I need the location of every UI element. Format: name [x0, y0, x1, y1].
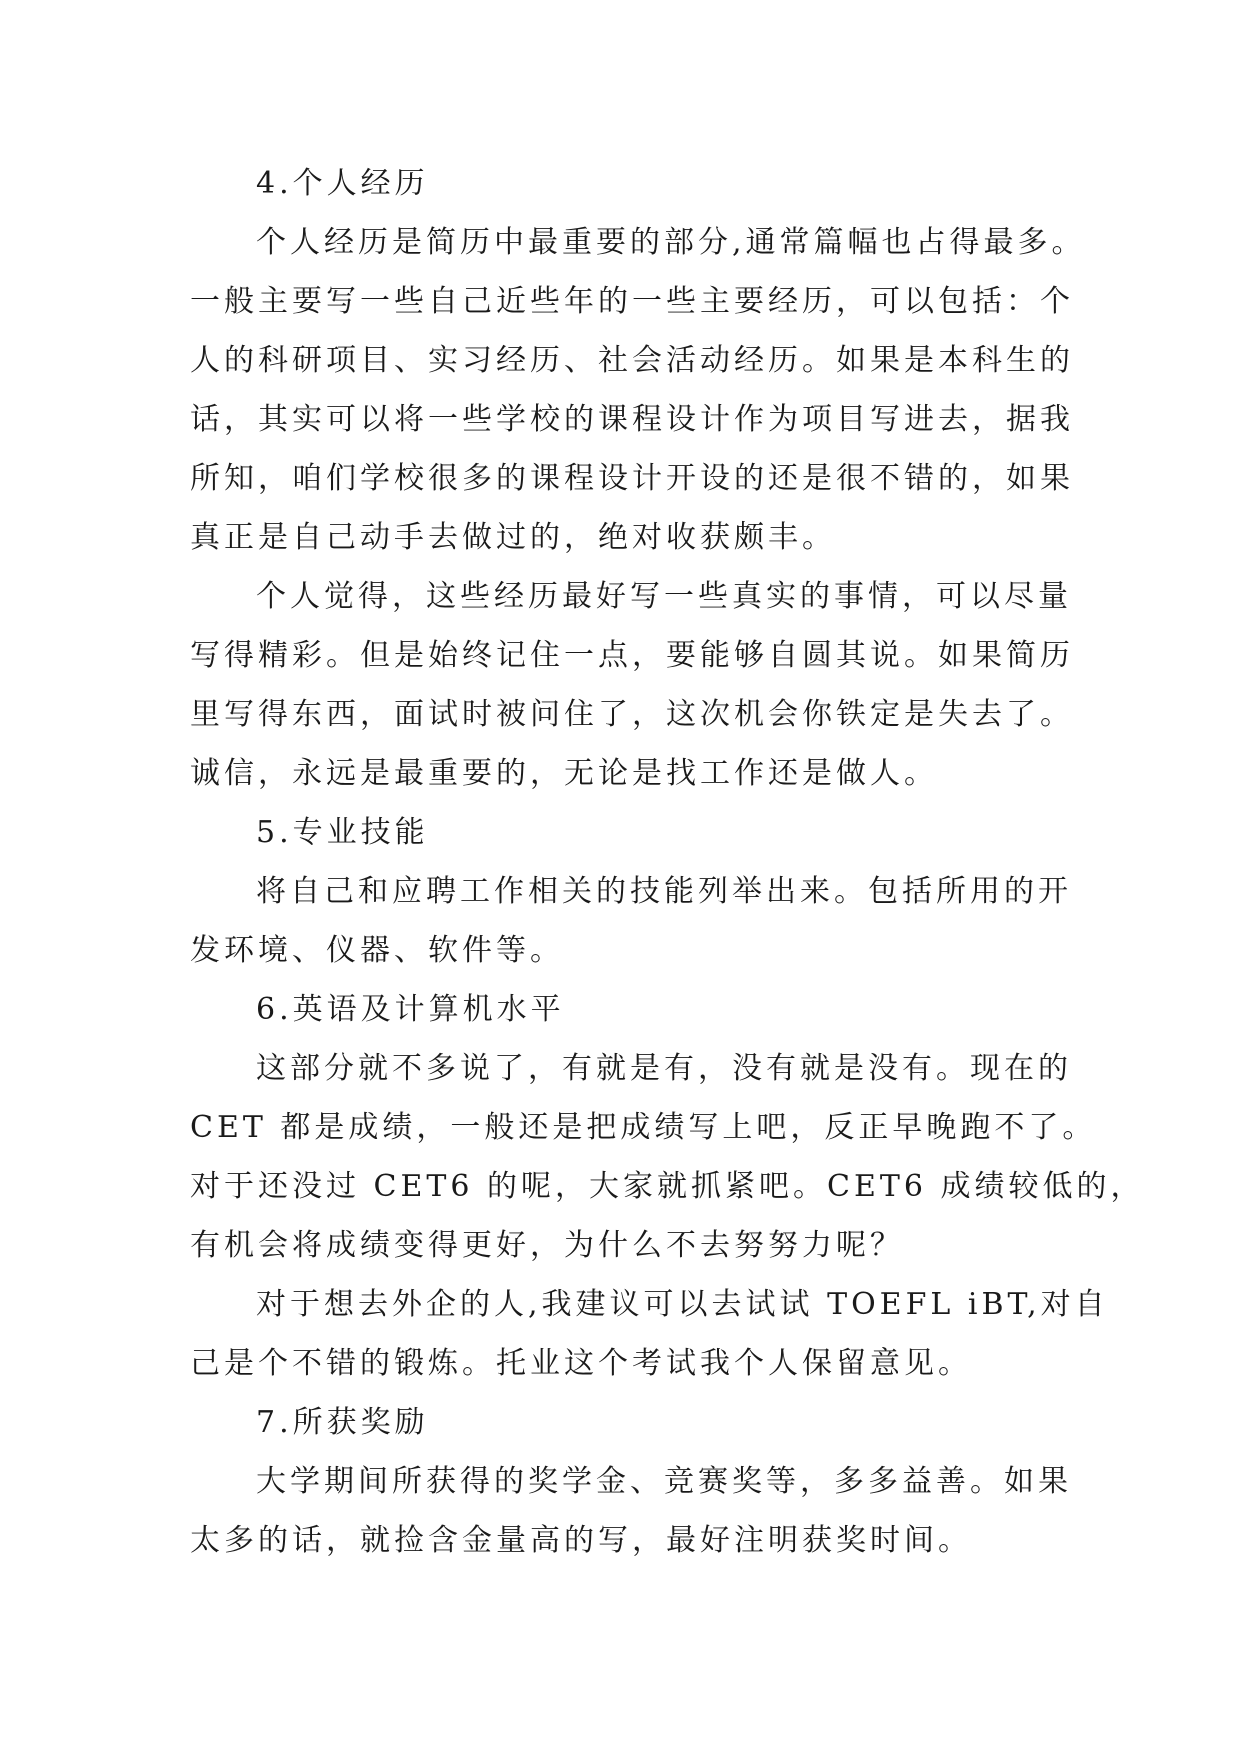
- heading-professional-skills: 5.专业技能: [256, 815, 429, 850]
- paragraph-line: 诚信，永远是最重要的，无论是找工作还是做人。: [190, 756, 938, 791]
- paragraph-line: 写得精彩。但是始终记住一点，要能够自圆其说。如果简历: [190, 638, 1074, 673]
- paragraph-line: 对于想去外企的人,我建议可以去试试 TOEFL iBT,对自: [256, 1287, 1109, 1322]
- heading-personal-experience: 4.个人经历: [256, 166, 429, 201]
- paragraph-line: 有机会将成绩变得更好，为什么不去努努力呢？: [190, 1228, 904, 1263]
- paragraph-line: 个人觉得，这些经历最好写一些真实的事情，可以尽量: [256, 579, 1072, 614]
- paragraph-line: 太多的话，就捡含金量高的写，最好注明获奖时间。: [190, 1523, 972, 1558]
- paragraph-line: CET 都是成绩，一般还是把成绩写上吧，反正早晚跑不了。: [190, 1110, 1097, 1145]
- paragraph-line: 话，其实可以将一些学校的课程设计作为项目写进去，据我: [190, 402, 1074, 437]
- paragraph-line: 真正是自己动手去做过的，绝对收获颇丰。: [190, 520, 836, 555]
- paragraph-line: 将自己和应聘工作相关的技能列举出来。包括所用的开: [256, 874, 1072, 909]
- paragraph-line: 人的科研项目、实习经历、社会活动经历。如果是本科生的: [190, 343, 1074, 378]
- heading-english-computer-level: 6.英语及计算机水平: [256, 992, 565, 1027]
- paragraph-line: 发环境、仪器、软件等。: [190, 933, 564, 968]
- paragraph-line: 这部分就不多说了，有就是有，没有就是没有。现在的: [256, 1051, 1072, 1086]
- paragraph-line: 对于还没过 CET6 的呢，大家就抓紧吧。CET6 成绩较低的，: [190, 1169, 1145, 1204]
- paragraph-line: 个人经历是简历中最重要的部分,通常篇幅也占得最多。: [256, 225, 1086, 260]
- paragraph-line: 所知，咱们学校很多的课程设计开设的还是很不错的，如果: [190, 461, 1074, 496]
- paragraph-line: 里写得东西，面试时被问住了，这次机会你铁定是失去了。: [190, 697, 1074, 732]
- paragraph-line: 一般主要写一些自己近些年的一些主要经历，可以包括：个: [190, 284, 1074, 319]
- heading-awards: 7.所获奖励: [256, 1405, 429, 1440]
- paragraph-line: 己是个不错的锻炼。托业这个考试我个人保留意见。: [190, 1346, 972, 1381]
- paragraph-line: 大学期间所获得的奖学金、竞赛奖等，多多益善。如果: [256, 1464, 1072, 1499]
